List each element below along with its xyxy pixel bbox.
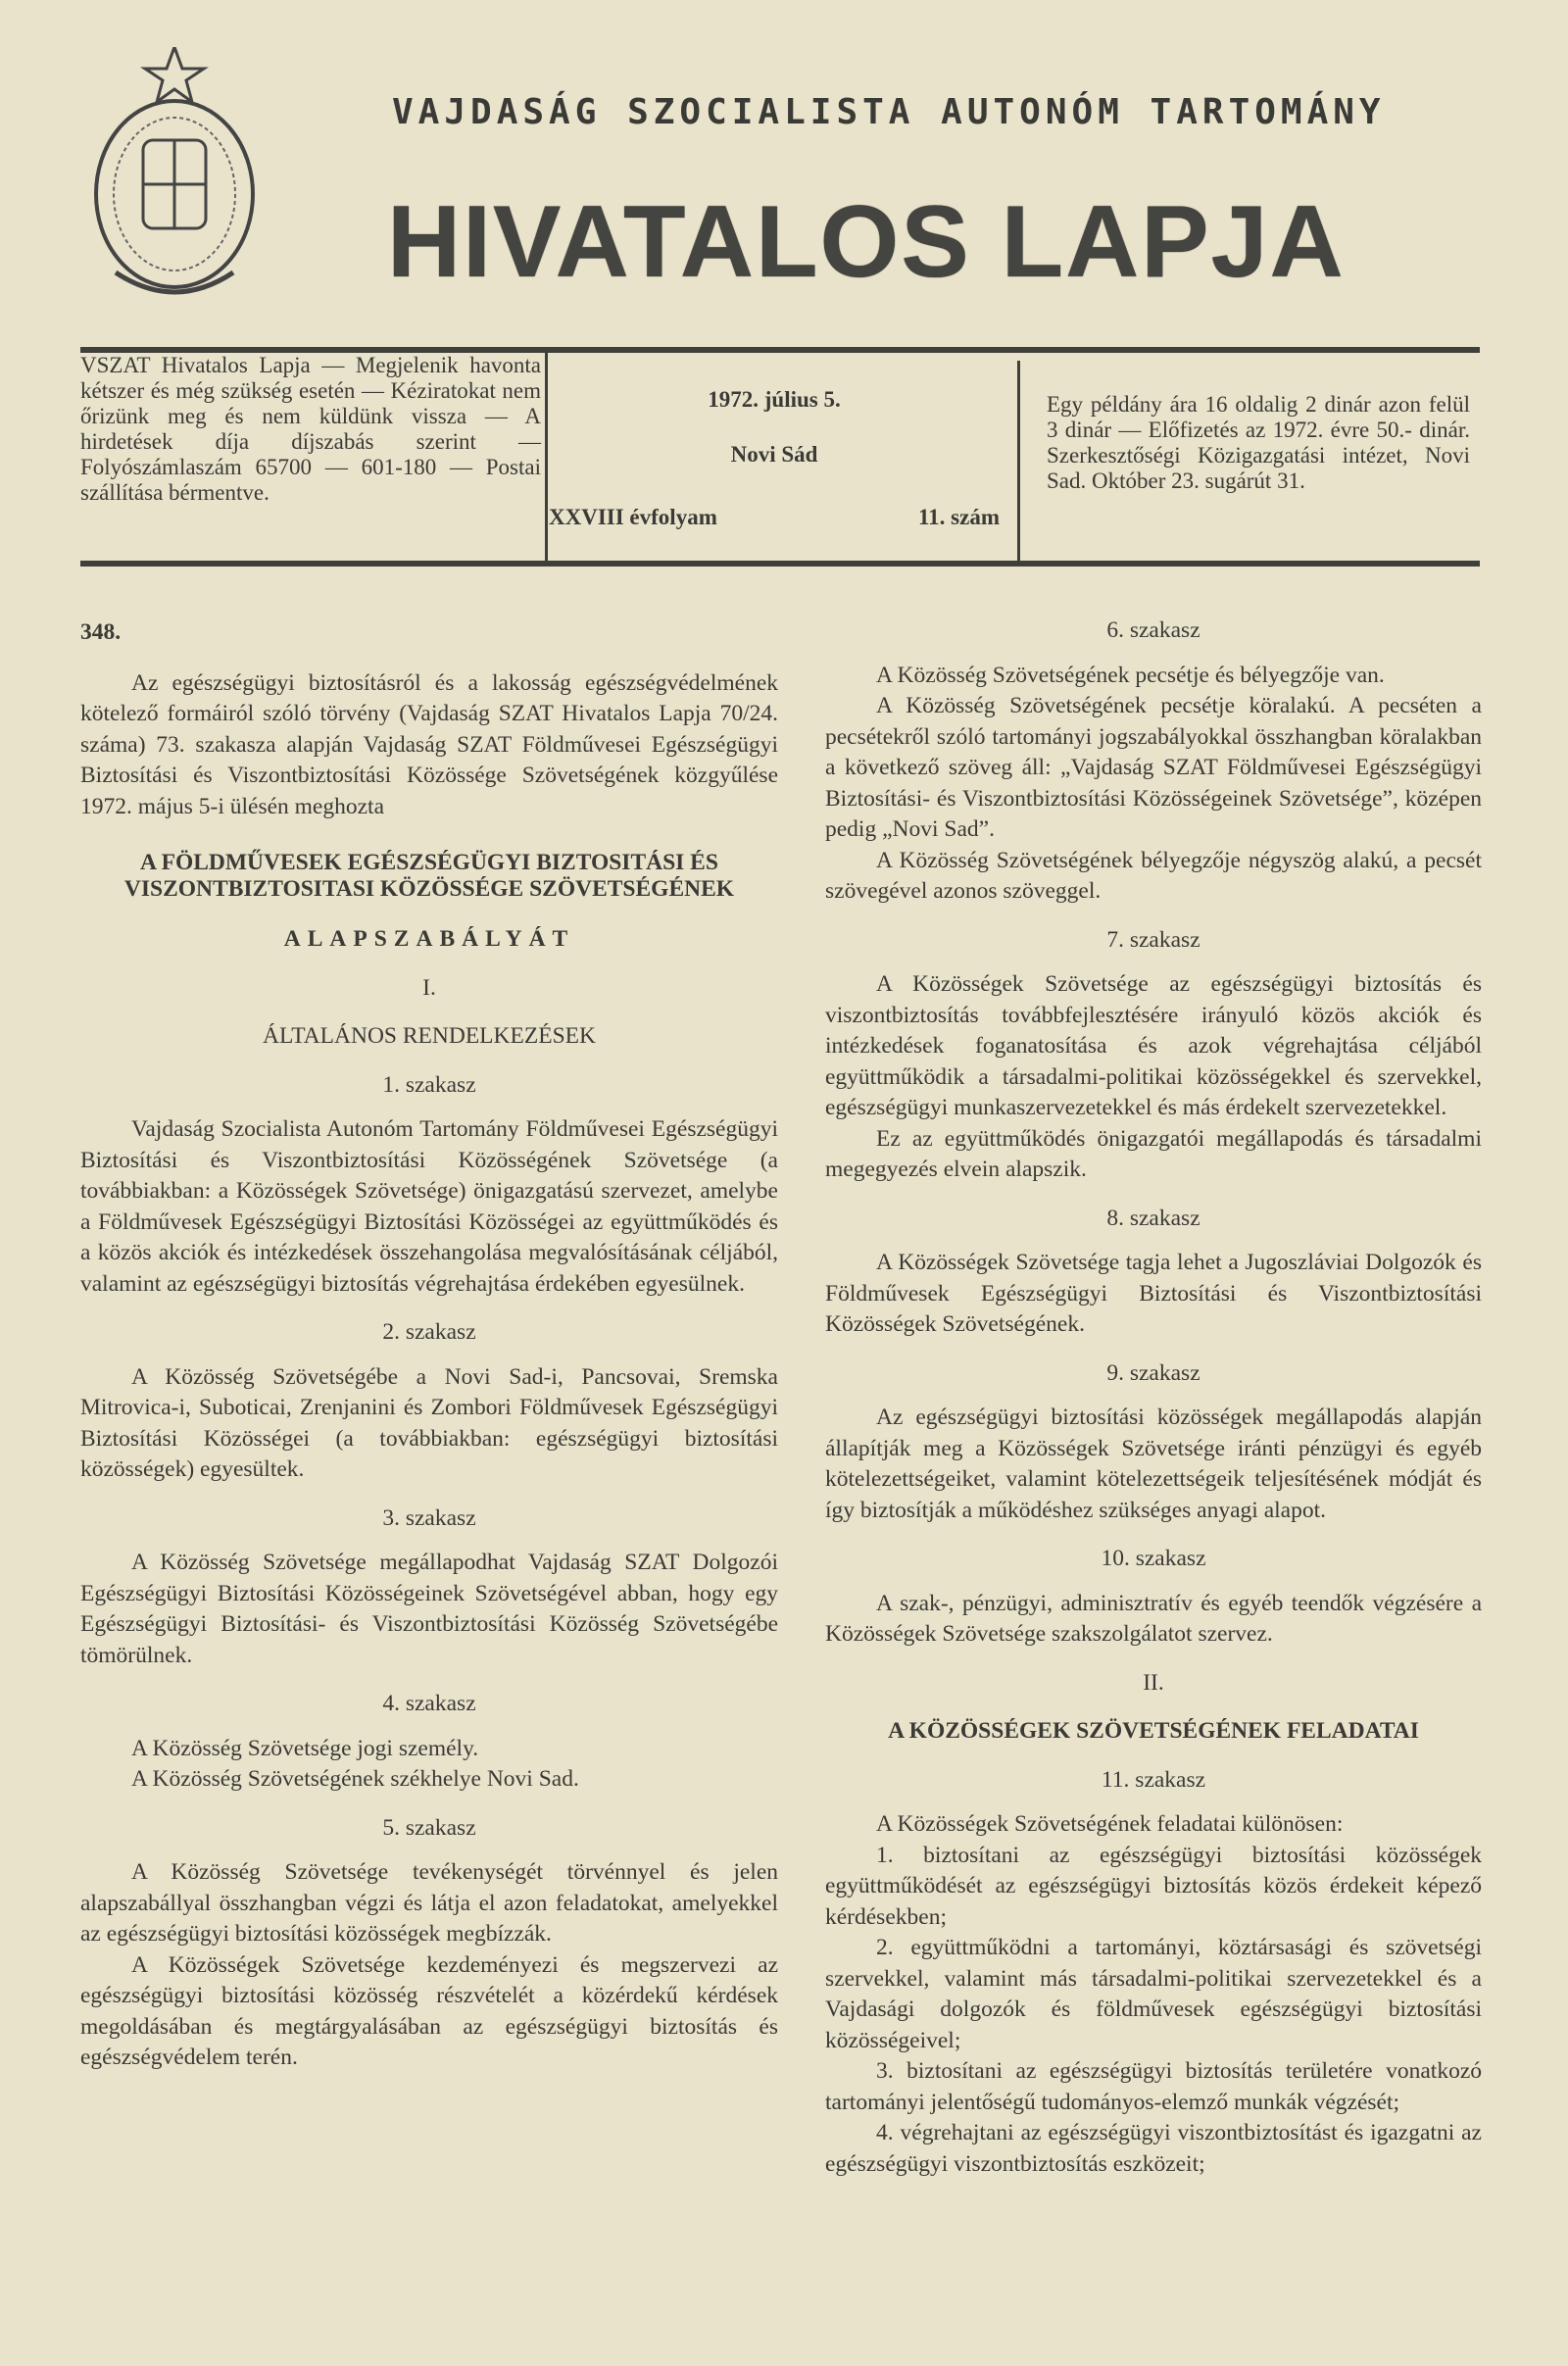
divider-2 (1017, 361, 1020, 563)
section-heading: 10. szakasz (1101, 1546, 1206, 1571)
publication-info: VSZAT Hivatalos Lapja — Megjelenik havonta kétszer és még szükség esetén — Kéziratokat nem őrizünk meg és nem küldünk vissza — A hirdetések díja díjszabás szerint — Folyószámlaszám 65700 — 601-180 — Postai szállítása bérmentve. (80, 353, 541, 505)
section-heading: 3. szakasz (382, 1504, 476, 1531)
section-text: A Közösségek Szövetségének feladatai különösen: (876, 1811, 1344, 1837)
section-text: A Közösség Szövetsége jogi személy. (131, 1735, 479, 1761)
part-title: ÁLTALÁNOS RENDELKEZÉSEK (263, 1023, 596, 1049)
list-item: 4. végrehajtani az egészségügyi viszontbiztosítást és igazgatni az egészségügyi viszontbiztosítás eszközeit; (825, 2120, 1482, 2177)
bottom-rule (80, 561, 1480, 567)
part-title: A KÖZÖSSÉGEK SZÖVETSÉGÉNEK FELADATAI (888, 1718, 1419, 1744)
section-heading: 7. szakasz (1106, 926, 1200, 953)
section-text: A Közösség Szövetségének pecsétje és bélyegzője van. (876, 662, 1385, 688)
section-text: A Közösség Szövetségének pecsétje köralakú. A pecséten a pecsétekről szóló tartományi jogszabályokkal összhangban köralakban a következő szöveg áll: „Vajdaság SZAT Földművesei Egészségügyi Biztosítási- és Viszontbiztosítási Közösségeinek Szövetsége”, középen pedig „Novi Sad”. (825, 693, 1482, 842)
section-text: Vajdaság Szocialista Autonóm Tartomány Földművesei Egészségügyi Biztosítási és Viszontbiztosítási Közösségének Szövetsége (a továbbiakban: a Közösségek Szövetsége) önigazgatású szervezet, amelybe a Földművesek Egészségügyi Biztosítási Közösségei az együttműködés és a közös akciók és intézkedések összehangolása megvalósításának céljából, valamint az egészségügyi biztosítás végrehajtása érdekében egyesülnek. (80, 1116, 778, 1297)
right-column (825, 616, 1482, 2180)
section-text: A Közösségek Szövetsége az egészségügyi biztosítás és viszontbiztosítás továbbfejlesztésére irányuló közös akciók és intézkedések foganatosítása és azok végrehajtása céljából együttműködik a társadalmi-politikai közösségekkel és szervekkel, egészségügyi munkaszervezetekkel és más érdekelt szervezetekkel. (825, 971, 1482, 1120)
left-column (80, 617, 778, 2074)
section-heading: 4. szakasz (382, 1691, 476, 1716)
section-heading: 2. szakasz (382, 1319, 476, 1345)
issue-date: 1972. július 5. (708, 387, 841, 412)
section-text: A szak-, pénzügyi, adminisztratív és egyéb teendők végzésére a Közösségek Szövetsége szakszolgálatot szervez. (825, 1590, 1482, 1647)
section-text: A Közösség Szövetsége megállapodhat Vajdaság SZAT Dolgozói Egészségügyi Biztosítási Közösségeinek Szövetségével abban, hogy egy Egészségügyi Biztosítási- és Viszontbiztosítási Közösség Szövetségébe tömörülnek. (80, 1550, 778, 1668)
masthead-title: HIVATALOS LAPJA (387, 185, 1346, 299)
list-item: 3. biztosítani az egészségügyi biztosítás területére vonatkozó tartományi jelentőségű tudományos-elemző munkák végzését; (825, 2058, 1482, 2115)
section-text: Az egészségügyi biztosítási közösségek megállapodás alapján állapítják meg a Közösségek Szövetsége iránti pénzügyi és egyéb kötelezettségeiket, valamint kötelezettségeik teljesítésének módját és így biztosítják a működéshez szükséges anyagi alapot. (825, 1405, 1482, 1523)
section-heading: 1. szakasz (382, 1071, 476, 1098)
price-info: Egy példány ára 16 oldalig 2 dinár azon felül 3 dinár — Előfizetés az 1972. évre 50.- dinár. Szerkesztőségi Közigazgatási intézet, Novi Sad. Október 23. sugárút 31. (1047, 392, 1470, 493)
section-text: A Közösségek Szövetsége kezdeményezi és megszervezi az egészségügyi biztosítási közösség részvételét a közérdekű kérdések megoldásában és megtárgyalásában az egészségügyi biztosítás és egészségvédelem terén. (80, 1951, 778, 2070)
list-item: 1. biztosítani az egészségügyi biztosítási közösségek együttműködését az egészségügyi biztosítás közös érdekeit képező kérdésekben; (825, 1842, 1482, 1930)
issue-info (549, 387, 1000, 530)
masthead-supertitle: VAJDASÁG SZOCIALISTA AUTONÓM TARTOMÁNY (392, 92, 1386, 132)
coat-of-arms-emblem (76, 47, 370, 341)
section-heading: 6. szakasz (1106, 617, 1200, 643)
section-text: A Közösségek Szövetsége tagja lehet a Jugoszláviai Dolgozók és Földművesek Egészségügyi Biztosítási és Viszontbiztosítási Közösségek Szövetségének. (825, 1250, 1482, 1337)
section-text: A Közösség Szövetsége tevékenységét törvénnyel és jelen alapszabállyal összhangban végzi és látja el azon feladatokat, amelyekkel az egészségügyi biztosítási közösségek megbízzák. (80, 1859, 778, 1947)
section-heading: 5. szakasz (382, 1814, 476, 1841)
section-text: A Közösség Szövetségének bélyegzője négyszög alakú, a pecsét szövegével azonos szöveggel. (825, 847, 1482, 904)
issue-volume: XXVIII évfolyam (549, 505, 717, 529)
document-title: ALAPSZABÁLYÁT (283, 926, 575, 952)
section-heading: 11. szakasz (1101, 1766, 1206, 1793)
document-number: 348. (80, 619, 122, 645)
section-heading: 8. szakasz (1106, 1205, 1200, 1231)
part-number: I. (422, 974, 436, 1001)
section-text: Ez az együttműködés önigazgatói megállapodás és társadalmi megegyezés elvein alapszik. (825, 1125, 1482, 1182)
part-number: II. (1143, 1669, 1164, 1696)
section-heading: 9. szakasz (1106, 1359, 1200, 1386)
intro-paragraph: Az egészségügyi biztosításról és a lakosság egészségvédelmének kötelező formáiról szóló törvény (Vajdaság SZAT Hivatalos Lapja 70/24. száma) 73. szakasza alapján Vajdaság SZAT Földművesei Egészségügyi Biztosítási és Viszontbiztosítási Közössége Szövetségének közgyűlése 1972. május 5-i ülésén meghozta (80, 669, 778, 819)
document-heading: A FÖLDMŰVESEK EGÉSZSÉGÜGYI BIZTOSITÁSI ÉS VISZONTBIZTOSITASI KÖZÖSSÉGE SZÖVETSÉGÉNEK (123, 850, 735, 902)
section-text: A Közösség Szövetségébe a Novi Sad-i, Pancsovai, Sremska Mitrovica-i, Suboticai, Zrenjanini és Zombori Földművesek Egészségügyi Biztosítási Közösségei (a továbbiakban: egészségügyi biztosítási közösségek) egyesültek. (80, 1363, 778, 1482)
issue-place: Novi Sád (730, 442, 818, 467)
divider-1 (545, 353, 548, 563)
section-text: A Közösség Szövetségének székhelye Novi Sad. (131, 1766, 579, 1792)
list-item: 2. együttműködni a tartományi, köztársasági és szövetségi szervekkel, valamint más társadalmi-politikai szervezetekkel és a Vajdasági dolgozók és földművesek egészségügyi biztosítási közösségeivel; (825, 1935, 1482, 2053)
issue-number: 11. szám (917, 505, 1000, 529)
